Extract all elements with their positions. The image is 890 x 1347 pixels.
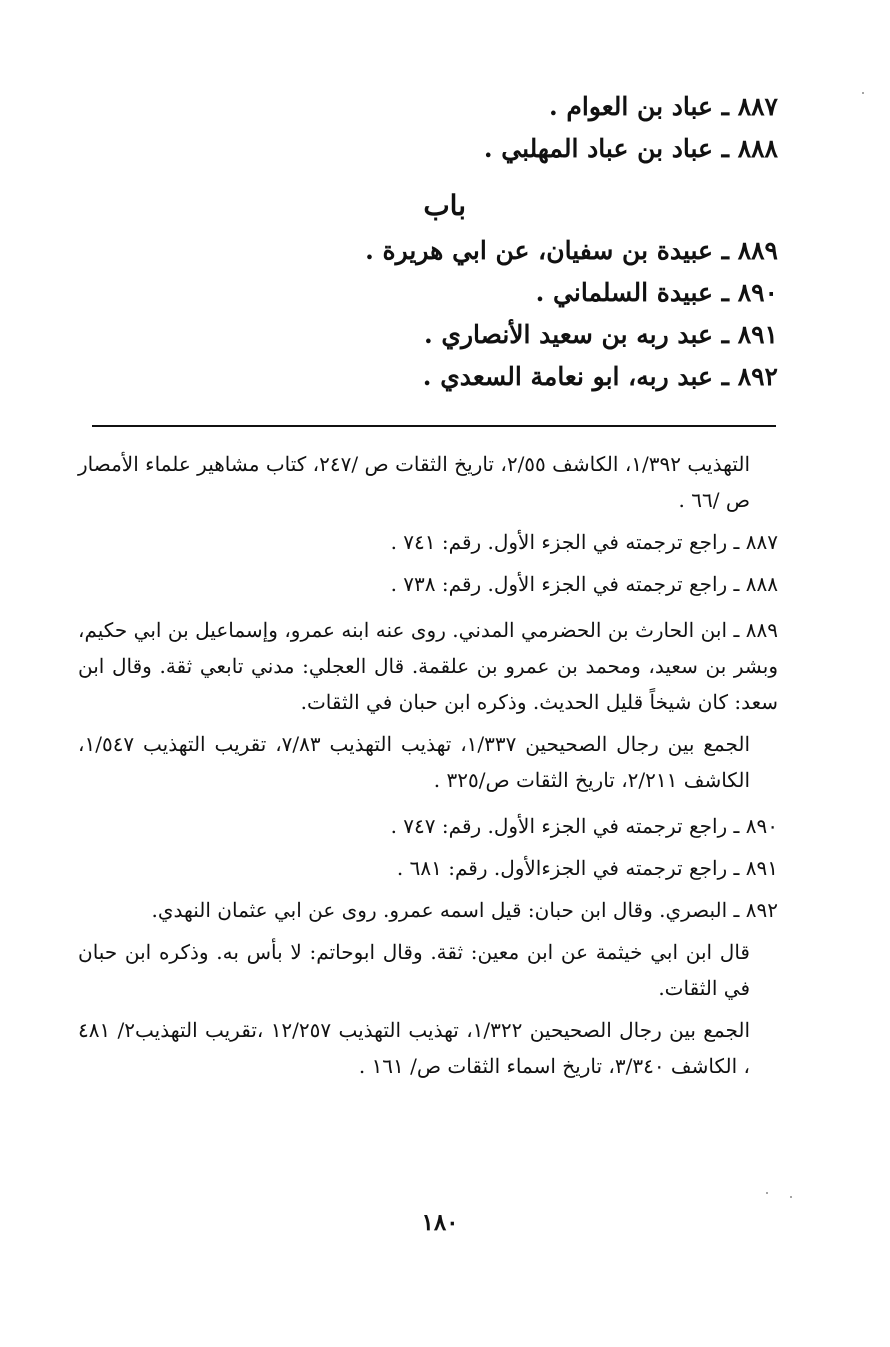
footnote-892-bio-2: قال ابن ابي خيثمة عن ابن معين: ثقة. وقال ابوحاتم: لا بأس به. وذكره ابن حبان في الثقات. xyxy=(78,940,750,1000)
scan-speck xyxy=(790,1196,792,1198)
footnote-divider xyxy=(92,425,776,427)
entry-892: ٨٩٢ ـ عبد ربه، ابو نعامة السعدي . xyxy=(422,362,778,391)
entry-888: ٨٨٨ ـ عباد بن عباد المهلبي . xyxy=(483,134,778,163)
scan-speck xyxy=(766,1192,768,1194)
page-number: ١٨٠ xyxy=(421,1209,459,1236)
footnote-891: ٨٩١ ـ راجع ترجمته في الجزءالأول. رقم: ٦٨١ . xyxy=(396,856,778,880)
scan-speck xyxy=(862,92,864,94)
entries-list xyxy=(218,86,778,398)
footnote-888: ٨٨٨ ـ راجع ترجمته في الجزء الأول. رقم: ٧٣٨ . xyxy=(390,572,778,596)
footnote-892-bio-1: ٨٩٢ ـ البصري. وقال ابن حبان: قيل اسمه عمرو. روى عن ابي عثمان النهدي. xyxy=(151,898,778,922)
entry-890: ٨٩٠ ـ عبيدة السلماني . xyxy=(535,278,778,307)
entry-891: ٨٩١ ـ عبد ربه بن سعيد الأنصاري . xyxy=(423,320,778,349)
entry-889: ٨٨٩ ـ عبيدة بن سفيان، عن ابي هريرة . xyxy=(365,236,778,265)
footnote-887: ٨٨٧ ـ راجع ترجمته في الجزء الأول. رقم: ٧٤١ . xyxy=(390,530,778,554)
footnote-892-refs: الجمع بين رجال الصحيحين ١/٣٢٢، تهذيب التهذيب ١٢/٢٥٧ ،تقريب التهذيب٢/ ٤٨١ ، الكاشف ٣/٣٤٠، تاريخ اسماء الثقات ص/ ١٦١ . xyxy=(78,1018,751,1078)
entry-887: ٨٨٧ ـ عباد بن العوام . xyxy=(548,92,778,121)
footnote-intro: التهذيب ١/٣٩٢، الكاشف ٢/٥٥، تاريخ الثقات ص /٢٤٧، كتاب مشاهير علماء الأمصار ص /٦٦ . xyxy=(78,452,750,512)
footnote-889-refs: الجمع بين رجال الصحيحين ١/٣٣٧، تهذيب التهذيب ٧/٨٣، تقريب التهذيب ١/٥٤٧، الكاشف ٢/٢١١، تاريخ الثقات ص/٣٢٥ . xyxy=(78,732,751,792)
footnote-890: ٨٩٠ ـ راجع ترجمته في الجزء الأول. رقم: ٧٤٧ . xyxy=(390,814,778,838)
footnotes xyxy=(78,446,778,1090)
section-heading: باب xyxy=(423,189,466,222)
footnote-889-bio: ٨٨٩ ـ ابن الحارث بن الحضرمي المدني. روى عنه ابنه عمرو، وإسماعيل بن ابي حكيم، وبشر بن سعيد، ومحمد بن عمرو بن علقمة. قال العجلي: مدني تابعي ثقة. وقال ابن سعد: كان شيخاً قليل الحديث. وذكره ابن حبان في الثقات. xyxy=(78,618,778,714)
